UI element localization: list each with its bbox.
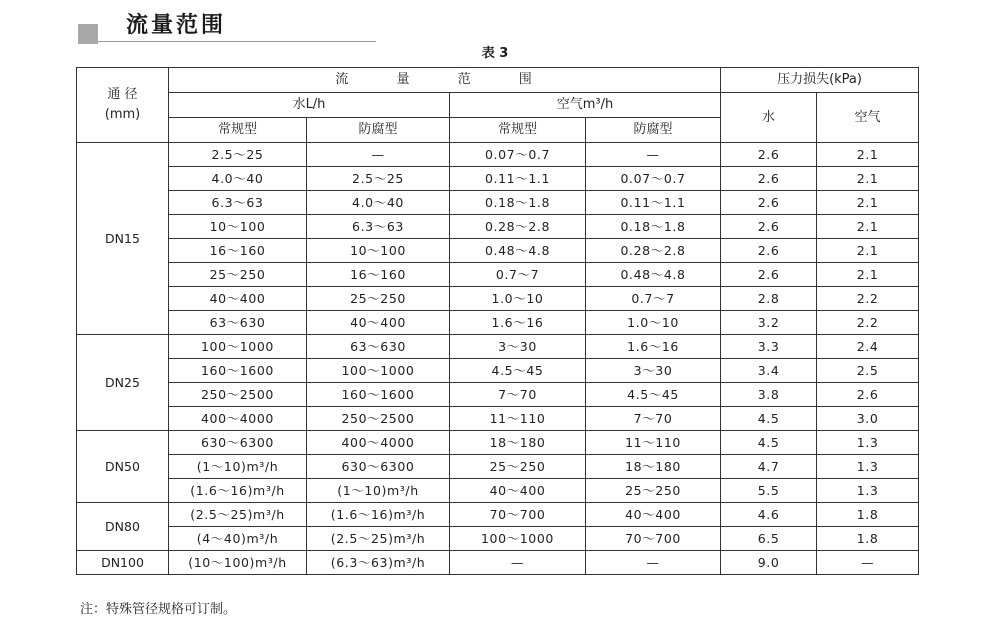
table-row [77, 359, 919, 383]
water-standard-cell: 250～2500 [169, 383, 307, 407]
flow-range-label: 流 量 范 围 [335, 72, 554, 87]
water-anticorrosive-cell: 10～100 [307, 239, 450, 263]
air-standard-cell: 0.07～0.7 [450, 143, 586, 167]
water-standard-cell: 63～630 [169, 311, 307, 335]
air-anticorrosive-cell: 0.07～0.7 [586, 167, 721, 191]
header-row-2 [77, 93, 919, 118]
water-anticorrosive-cell: 4.0～40 [307, 191, 450, 215]
loss-water-cell: 3.3 [721, 335, 817, 359]
loss-water-cell: 2.6 [721, 263, 817, 287]
air-standard-cell: 40～400 [450, 479, 586, 503]
table-row [77, 287, 919, 311]
air-anticorrosive-cell: 1.0～10 [586, 311, 721, 335]
loss-water-cell: 3.2 [721, 311, 817, 335]
air-standard-cell: 0.11～1.1 [450, 167, 586, 191]
footnote: 注：特殊管径规格可订制。 [80, 602, 237, 617]
loss-air-cell: — [817, 551, 919, 575]
water-anticorrosive-cell: 160～1600 [307, 383, 450, 407]
water-standard-cell: (10～100)m³/h [169, 551, 307, 575]
table-row [77, 335, 919, 359]
loss-water-cell: 2.6 [721, 167, 817, 191]
air-anticorrosive-cell: 1.6～16 [586, 335, 721, 359]
table-row [77, 191, 919, 215]
loss-air-cell: 2.1 [817, 215, 919, 239]
table-row [77, 407, 919, 431]
flow-range-table [76, 67, 919, 575]
water-anticorrosive-cell: 250～2500 [307, 407, 450, 431]
page-title: 流量范围 [126, 13, 227, 38]
loss-air-cell: 2.1 [817, 167, 919, 191]
air-anticorrosive-cell: 0.28～2.8 [586, 239, 721, 263]
air-anticorrosive-cell: 70～700 [586, 527, 721, 551]
table-caption: 表 3 [481, 46, 509, 61]
loss-water-cell: 5.5 [721, 479, 817, 503]
air-standard-cell: 7～70 [450, 383, 586, 407]
water-anticorrosive-header: 防腐型 [307, 118, 450, 143]
loss-air-cell: 2.1 [817, 143, 919, 167]
loss-water-cell: 6.5 [721, 527, 817, 551]
air-anticorrosive-cell: 18～180 [586, 455, 721, 479]
air-anticorrosive-cell: 25～250 [586, 479, 721, 503]
water-standard-cell: (1～10)m³/h [169, 455, 307, 479]
table-row [77, 551, 919, 575]
loss-water-header: 水 [721, 93, 817, 143]
water-header: 水L/h [169, 93, 450, 118]
water-anticorrosive-cell: 6.3～63 [307, 215, 450, 239]
bore-size-cell: DN15 [77, 143, 169, 335]
bore-label: 通 径 [107, 87, 138, 102]
water-standard-cell: 400～4000 [169, 407, 307, 431]
loss-water-cell: 3.8 [721, 383, 817, 407]
water-anticorrosive-cell: 100～1000 [307, 359, 450, 383]
air-anticorrosive-cell: 4.5～45 [586, 383, 721, 407]
air-standard-header: 常规型 [450, 118, 586, 143]
air-anticorrosive-cell: 0.11～1.1 [586, 191, 721, 215]
air-anticorrosive-cell: — [586, 143, 721, 167]
air-standard-cell: 0.7～7 [450, 263, 586, 287]
air-anticorrosive-cell: 0.7～7 [586, 287, 721, 311]
flow-range-header [169, 68, 721, 93]
air-anticorrosive-header: 防腐型 [586, 118, 721, 143]
table-row [77, 527, 919, 551]
loss-air-cell: 1.3 [817, 431, 919, 455]
bore-size-cell: DN80 [77, 503, 169, 551]
loss-air-cell: 2.6 [817, 383, 919, 407]
air-anticorrosive-cell: 11～110 [586, 431, 721, 455]
water-standard-cell: 4.0～40 [169, 167, 307, 191]
loss-air-cell: 1.8 [817, 527, 919, 551]
water-standard-cell: 630～6300 [169, 431, 307, 455]
loss-air-cell: 2.2 [817, 311, 919, 335]
loss-water-cell: 3.4 [721, 359, 817, 383]
water-anticorrosive-cell: — [307, 143, 450, 167]
title-marker-block [78, 24, 98, 44]
table-row [77, 263, 919, 287]
loss-air-cell: 2.4 [817, 335, 919, 359]
loss-air-cell: 2.1 [817, 239, 919, 263]
loss-air-cell: 1.3 [817, 455, 919, 479]
loss-water-cell: 4.5 [721, 407, 817, 431]
loss-air-cell: 2.1 [817, 263, 919, 287]
bore-size-cell: DN25 [77, 335, 169, 431]
loss-air-cell: 2.1 [817, 191, 919, 215]
air-standard-cell: 25～250 [450, 455, 586, 479]
loss-water-cell: 2.6 [721, 191, 817, 215]
air-anticorrosive-cell: 3～30 [586, 359, 721, 383]
loss-air-cell: 2.2 [817, 287, 919, 311]
pressure-loss-header: 压力损失(kPa) [721, 68, 919, 93]
loss-water-cell: 4.5 [721, 431, 817, 455]
loss-air-cell: 1.3 [817, 479, 919, 503]
water-anticorrosive-cell: 2.5～25 [307, 167, 450, 191]
loss-water-cell: 2.6 [721, 239, 817, 263]
loss-air-header: 空气 [817, 93, 919, 143]
header-row-1 [77, 68, 919, 93]
water-anticorrosive-cell: 63～630 [307, 335, 450, 359]
air-standard-cell: 0.28～2.8 [450, 215, 586, 239]
water-standard-cell: 25～250 [169, 263, 307, 287]
air-anticorrosive-cell: 0.18～1.8 [586, 215, 721, 239]
air-standard-cell: — [450, 551, 586, 575]
air-standard-cell: 11～110 [450, 407, 586, 431]
water-anticorrosive-cell: 400～4000 [307, 431, 450, 455]
loss-water-cell: 4.7 [721, 455, 817, 479]
water-standard-cell: 100～1000 [169, 335, 307, 359]
air-standard-cell: 18～180 [450, 431, 586, 455]
air-standard-cell: 1.0～10 [450, 287, 586, 311]
table-row [77, 431, 919, 455]
table-row [77, 455, 919, 479]
bore-size-cell: DN100 [77, 551, 169, 575]
air-anticorrosive-cell: 0.48～4.8 [586, 263, 721, 287]
bore-size-cell: DN50 [77, 431, 169, 503]
water-standard-cell: 2.5～25 [169, 143, 307, 167]
table-row [77, 311, 919, 335]
table-row [77, 503, 919, 527]
air-standard-cell: 4.5～45 [450, 359, 586, 383]
water-anticorrosive-cell: (1～10)m³/h [307, 479, 450, 503]
loss-air-cell: 1.8 [817, 503, 919, 527]
water-anticorrosive-cell: (6.3～63)m³/h [307, 551, 450, 575]
air-standard-cell: 3～30 [450, 335, 586, 359]
table-row [77, 383, 919, 407]
water-anticorrosive-cell: (1.6～16)m³/h [307, 503, 450, 527]
air-anticorrosive-cell: 7～70 [586, 407, 721, 431]
table-row [77, 143, 919, 167]
loss-air-cell: 3.0 [817, 407, 919, 431]
table-row [77, 479, 919, 503]
water-standard-cell: (1.6～16)m³/h [169, 479, 307, 503]
air-standard-cell: 0.18～1.8 [450, 191, 586, 215]
loss-air-cell: 2.5 [817, 359, 919, 383]
loss-water-cell: 2.6 [721, 215, 817, 239]
water-anticorrosive-cell: 630～6300 [307, 455, 450, 479]
air-header: 空气m³/h [450, 93, 721, 118]
water-anticorrosive-cell: 25～250 [307, 287, 450, 311]
air-standard-cell: 100～1000 [450, 527, 586, 551]
water-standard-cell: (2.5～25)m³/h [169, 503, 307, 527]
water-standard-header: 常规型 [169, 118, 307, 143]
bore-header [77, 68, 169, 143]
section-header [78, 8, 378, 42]
water-anticorrosive-cell: (2.5～25)m³/h [307, 527, 450, 551]
air-standard-cell: 1.6～16 [450, 311, 586, 335]
loss-water-cell: 4.6 [721, 503, 817, 527]
loss-water-cell: 2.8 [721, 287, 817, 311]
water-standard-cell: 40～400 [169, 287, 307, 311]
air-standard-cell: 0.48～4.8 [450, 239, 586, 263]
air-anticorrosive-cell: — [586, 551, 721, 575]
table-body [77, 143, 919, 575]
water-anticorrosive-cell: 40～400 [307, 311, 450, 335]
table-row [77, 167, 919, 191]
water-standard-cell: 6.3～63 [169, 191, 307, 215]
table-row [77, 215, 919, 239]
water-standard-cell: 16～160 [169, 239, 307, 263]
water-anticorrosive-cell: 16～160 [307, 263, 450, 287]
water-standard-cell: (4～40)m³/h [169, 527, 307, 551]
table-header [77, 68, 919, 143]
loss-water-cell: 9.0 [721, 551, 817, 575]
water-standard-cell: 160～1600 [169, 359, 307, 383]
loss-water-cell: 2.6 [721, 143, 817, 167]
table-row [77, 239, 919, 263]
water-standard-cell: 10～100 [169, 215, 307, 239]
air-standard-cell: 70～700 [450, 503, 586, 527]
air-anticorrosive-cell: 40～400 [586, 503, 721, 527]
bore-unit-label: (mm) [104, 107, 141, 122]
